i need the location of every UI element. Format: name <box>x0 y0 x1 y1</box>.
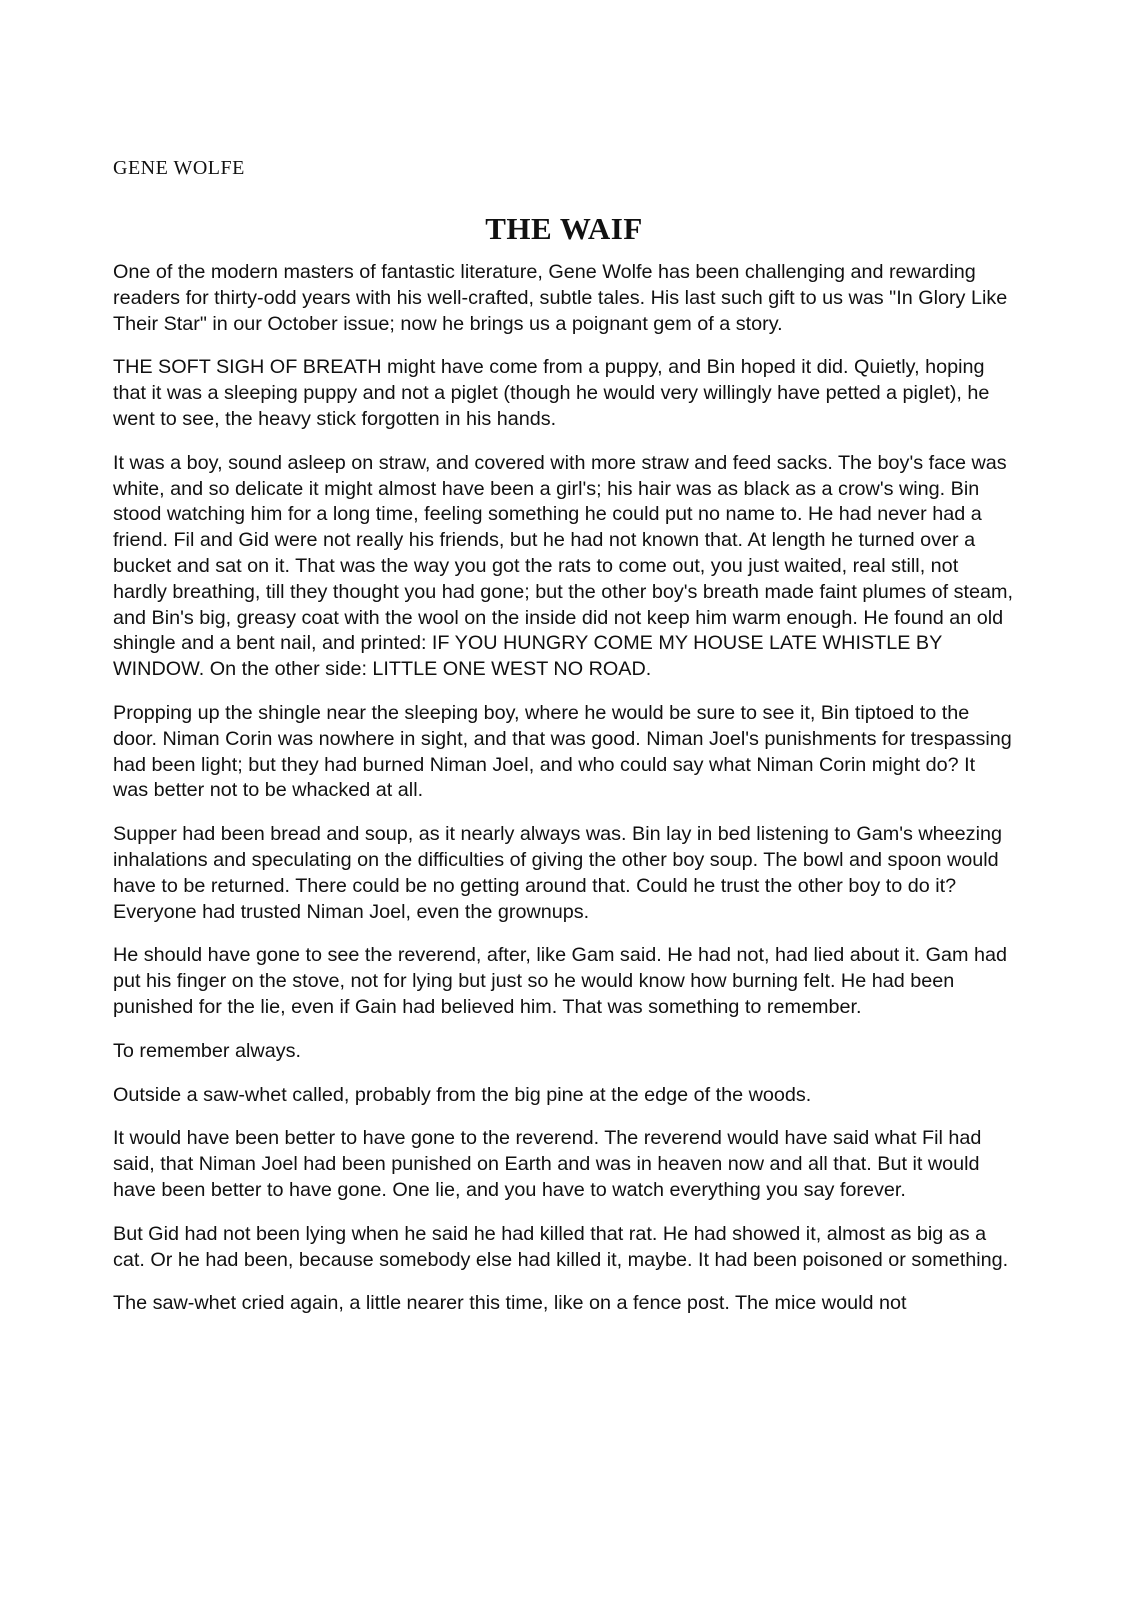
paragraph: But Gid had not been lying when he said he had killed that rat. He had showed it, almost as big as a cat. Or he had been, because somebody else had killed it, maybe. It had been poisoned or something. <box>113 1222 1009 1271</box>
paragraph: He should have gone to see the reverend, after, like Gam said. He had not, had lied about it. Gam had put his finger on the stove, not for lying but just so he would know how burning felt. He had been punished for the lie, even if Gain had believed him. That was something to remember. <box>113 944 1008 1018</box>
paragraph: Outside a saw-whet called, probably from the big pine at the edge of the woods. <box>113 1083 812 1106</box>
paragraph: To remember always. <box>113 1039 301 1062</box>
paragraph: Propping up the shingle near the sleeping boy, where he would be sure to see it, Bin tiptoed to the door. Niman Corin was nowhere in sight, and that was good. Niman Joel's punishments for trespassing had been light; but they had burned Niman Joel, and who could say what Niman Corin might do? It was better not to be whacked at all. <box>113 701 1012 802</box>
paragraph: THE SOFT SIGH OF BREATH might have come from a puppy, and Bin hoped it did. Quietly, hoping that it was a sleeping puppy and not a piglet (though he would very willingly have petted a piglet), he went to see, the heavy stick forgotten in his hands. <box>113 356 990 430</box>
paragraph: Supper had been bread and soup, as it nearly always was. Bin lay in bed listening to Gam's wheezing inhalations and speculating on the difficulties of giving the other boy soup. The bowl and spoon would have to be returned. There could be no getting around that. Could he trust the other boy to do it? Everyone had trusted Niman Joel, even the grownups. <box>113 823 1002 923</box>
paragraph: It would have been better to have gone to the reverend. The reverend would have said what Fil had said, that Niman Joel had been punished on Earth and was in heaven now and all that. But it would have been better to have gone. One lie, and you have to watch everything you say forever. <box>113 1127 982 1201</box>
page-title: THE WAIF <box>485 211 643 246</box>
paragraph-intro: One of the modern masters of fantastic literature, Gene Wolfe has been challenging and rewarding readers for thirty-odd years with his well-crafted, subtle tales. His last such gift to us was "In Glory Like Their Star" in our October issue; now he brings us a poignant gem of a story. <box>113 261 1008 335</box>
story-body <box>113 260 1015 1317</box>
paragraph: It was a boy, sound asleep on straw, and covered with more straw and feed sacks. The boy's face was white, and so delicate it might almost have been a girl's; his hair was as black as a crow's wing. Bin stood watching him for a long time, feeling something he could put no name to. He had never had a friend. Fil and Gid were not really his friends, but he had not known that. At length he turned over a bucket and sat on it. That was the way you got the rats to come out, you just waited, real still, not hardly breathing, till they thought you had gone; but the other boy's breath made faint plumes of steam, and Bin's big, greasy coat with the wool on the inside did not keep him warm enough. He found an old shingle and a bent nail, and printed: IF YOU HUNGRY COME MY HOUSE LATE WHISTLE BY WINDOW. On the other side: LITTLE ONE WEST NO ROAD. <box>113 451 1013 681</box>
author-header: GENE WOLFE <box>113 157 245 179</box>
paragraph-truncated: The saw-whet cried again, a little nearer this time, like on a fence post. The mice would not <box>113 1292 907 1315</box>
